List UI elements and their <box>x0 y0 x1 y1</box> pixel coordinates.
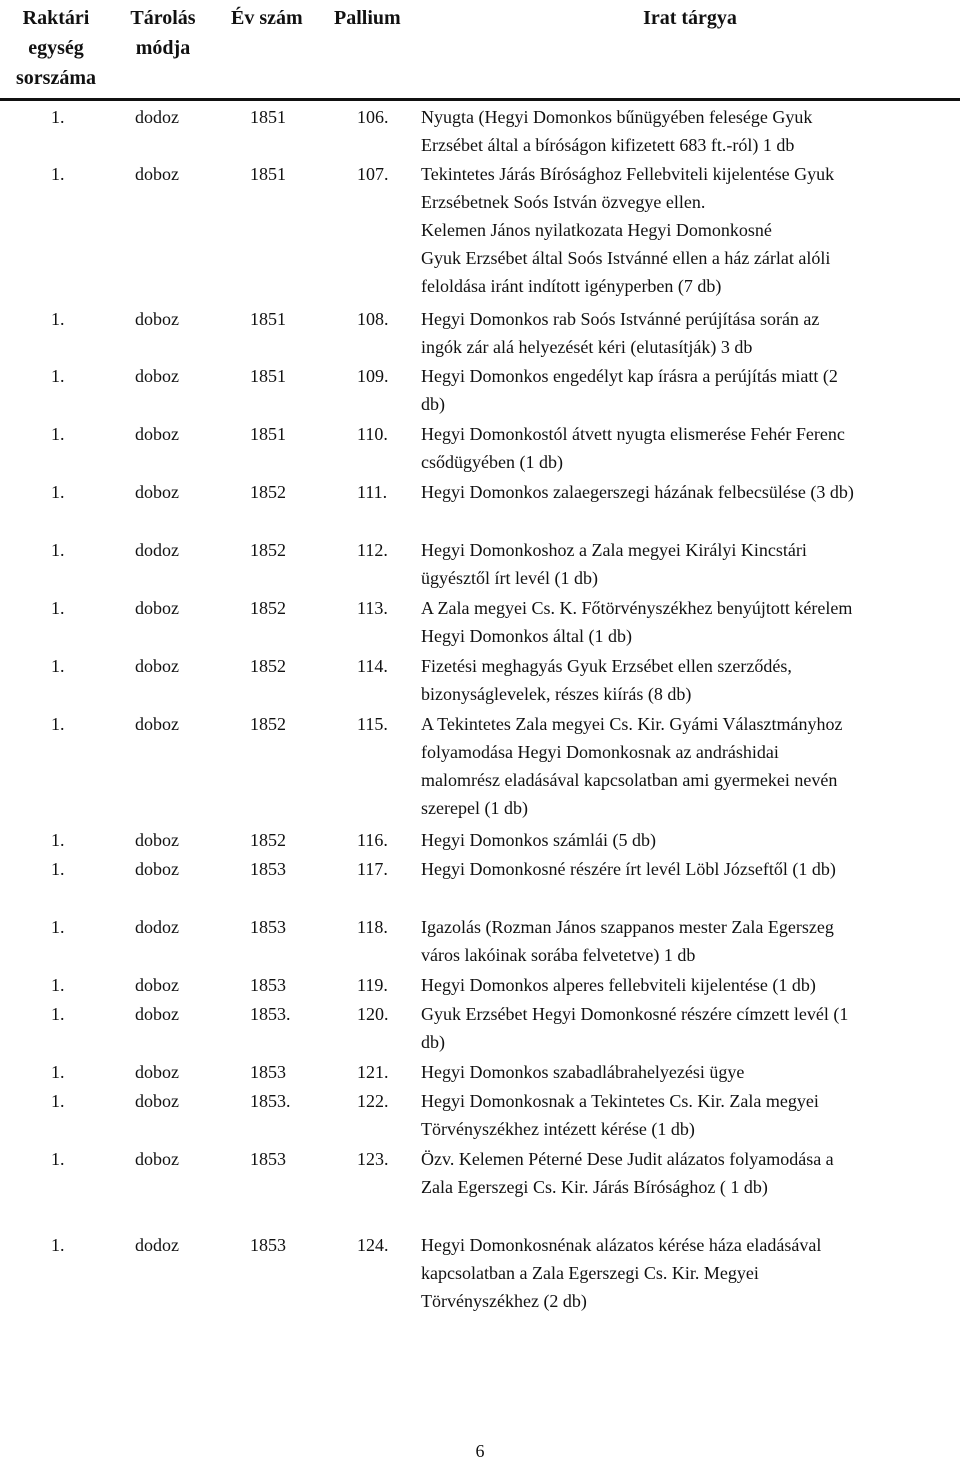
cell-storage: doboz <box>135 164 179 184</box>
cell-unit: 1. <box>51 1004 65 1024</box>
cell-unit: 1. <box>51 1149 65 1169</box>
subject-line: ingók zár alá helyezését kéri (elutasítják) 3 db <box>421 337 753 357</box>
cell-pallium: 108. <box>357 309 389 329</box>
cell-year: 1852 <box>250 598 286 618</box>
cell-unit: 1. <box>51 164 65 184</box>
subject-line: Hegyi Domonkos zalaegerszegi házának felbecsülése (3 db) <box>421 482 854 502</box>
cell-year: 1853 <box>250 1235 286 1255</box>
cell-storage: doboz <box>135 975 179 995</box>
cell-year: 1852 <box>250 714 286 734</box>
subject-line: db) <box>421 1032 445 1052</box>
subject-line: ügyésztől írt levél (1 db) <box>421 568 598 588</box>
cell-unit: 1. <box>51 1235 65 1255</box>
cell-year: 1851 <box>250 424 286 444</box>
subject-line: Hegyi Domonkostól átvett nyugta elismerése Fehér Ferenc <box>421 424 845 444</box>
cell-storage: doboz <box>135 714 179 734</box>
header-unit-line: egység <box>28 37 84 59</box>
cell-storage: doboz <box>135 830 179 850</box>
cell-subject <box>421 160 956 300</box>
subject-line: Törvényszékhez (2 db) <box>421 1291 587 1311</box>
cell-year: 1851 <box>250 309 286 329</box>
cell-pallium: 115. <box>357 714 388 734</box>
cell-unit: 1. <box>51 714 65 734</box>
subject-line: város lakóinak sorába felvetetve) 1 db <box>421 945 696 965</box>
cell-subject <box>421 1231 956 1315</box>
cell-unit: 1. <box>51 656 65 676</box>
cell-storage: dodoz <box>135 917 179 937</box>
cell-subject <box>421 420 956 476</box>
subject-line: Hegyi Domonkos szabadlábrahelyezési ügye <box>421 1062 745 1082</box>
subject-line: Erzsébet által a bíróságon kifizetett 683 ft.-ról) 1 db <box>421 135 795 155</box>
cell-unit: 1. <box>51 859 65 879</box>
subject-line: feloldása iránt indított igényperben (7 db) <box>421 276 722 296</box>
cell-unit: 1. <box>51 107 65 127</box>
cell-storage: doboz <box>135 1091 179 1111</box>
cell-subject <box>421 1058 956 1086</box>
table-header <box>0 3 960 99</box>
cell-subject <box>421 594 956 650</box>
cell-year: 1853 <box>250 1149 286 1169</box>
cell-subject <box>421 1145 956 1201</box>
cell-pallium: 117. <box>357 859 388 879</box>
cell-year: 1852 <box>250 656 286 676</box>
cell-year: 1853 <box>250 917 286 937</box>
cell-year: 1851 <box>250 107 286 127</box>
cell-pallium: 110. <box>357 424 388 444</box>
header-subject: Irat tárgya <box>643 7 737 29</box>
subject-line: Hegyi Domonkos engedélyt kap írásra a perújítás miatt (2 <box>421 366 838 386</box>
cell-pallium: 119. <box>357 975 388 995</box>
header-storage-line: Tárolás <box>130 7 196 29</box>
subject-line: Fizetési meghagyás Gyuk Erzsébet ellen szerződés, <box>421 656 792 676</box>
cell-year: 1851 <box>250 366 286 386</box>
subject-line: Hegyi Domonkos rab Soós Istvánné perújítása során az <box>421 309 820 329</box>
cell-pallium: 112. <box>357 540 388 560</box>
cell-pallium: 121. <box>357 1062 389 1082</box>
cell-storage: doboz <box>135 366 179 386</box>
cell-year: 1852 <box>250 540 286 560</box>
cell-subject <box>421 971 956 999</box>
cell-storage: doboz <box>135 424 179 444</box>
cell-year: 1852 <box>250 830 286 850</box>
cell-unit: 1. <box>51 975 65 995</box>
subject-line: Hegyi Domonkoshoz a Zala megyei Királyi Kincstári <box>421 540 807 560</box>
cell-year: 1853. <box>250 1091 291 1111</box>
subject-line: Kelemen János nyilatkozata Hegyi Domonkosné <box>421 220 772 240</box>
cell-pallium: 107. <box>357 164 389 184</box>
cell-unit: 1. <box>51 366 65 386</box>
cell-storage: doboz <box>135 1149 179 1169</box>
cell-subject <box>421 305 956 361</box>
cell-storage: dodoz <box>135 107 179 127</box>
cell-year: 1853. <box>250 1004 291 1024</box>
subject-line: Erzsébetnek Soós István özvegye ellen. <box>421 192 706 212</box>
cell-pallium: 118. <box>357 917 388 937</box>
cell-storage: doboz <box>135 859 179 879</box>
subject-line: bizonyságlevelek, részes kiírás (8 db) <box>421 684 692 704</box>
cell-subject <box>421 478 956 506</box>
cell-subject <box>421 103 956 159</box>
subject-line: malomrész eladásával kapcsolatban ami gyermekei nevén <box>421 770 838 790</box>
cell-unit: 1. <box>51 830 65 850</box>
cell-pallium: 124. <box>357 1235 389 1255</box>
header-storage <box>118 3 208 63</box>
cell-pallium: 109. <box>357 366 389 386</box>
cell-pallium: 114. <box>357 656 388 676</box>
subject-line: Hegyi Domonkosnak a Tekintetes Cs. Kir. Zala megyei <box>421 1091 819 1111</box>
cell-subject <box>421 913 956 969</box>
cell-year: 1853 <box>250 859 286 879</box>
cell-storage: dodoz <box>135 1235 179 1255</box>
subject-line: folyamodása Hegyi Domonkosnak az andráshidai <box>421 742 779 762</box>
cell-subject <box>421 652 956 708</box>
subject-line: A Zala megyei Cs. K. Főtörvényszékhez benyújtott kérelem <box>421 598 853 618</box>
cell-storage: doboz <box>135 309 179 329</box>
cell-year: 1852 <box>250 482 286 502</box>
cell-subject <box>421 1087 956 1143</box>
cell-unit: 1. <box>51 482 65 502</box>
cell-unit: 1. <box>51 1062 65 1082</box>
header-storage-line: módja <box>135 37 191 59</box>
cell-year: 1853 <box>250 975 286 995</box>
subject-line: Hegyi Domonkosné részére írt levél Löbl Józseftől (1 db) <box>421 859 836 879</box>
subject-line: Tekintetes Járás Bírósághoz Fellebviteli kijelentése Gyuk <box>421 164 835 184</box>
subject-line: Törvényszékhez intézett kérése (1 db) <box>421 1119 695 1139</box>
subject-line: kapcsolatban a Zala Egerszegi Cs. Kir. Megyei <box>421 1263 759 1283</box>
cell-pallium: 116. <box>357 830 388 850</box>
cell-pallium: 113. <box>357 598 388 618</box>
subject-line: Gyuk Erzsébet Hegyi Domonkosné részére címzett levél (1 <box>421 1004 849 1024</box>
subject-line: Nyugta (Hegyi Domonkos bűnügyében felesége Gyuk <box>421 107 813 127</box>
cell-subject <box>421 710 956 822</box>
subject-line: Igazolás (Rozman János szappanos mester Zala Egerszeg <box>421 917 834 937</box>
cell-storage: doboz <box>135 656 179 676</box>
cell-storage: doboz <box>135 1062 179 1082</box>
header-unit <box>5 3 107 93</box>
cell-storage: doboz <box>135 598 179 618</box>
subject-line: csődügyében (1 db) <box>421 452 563 472</box>
subject-line: A Tekintetes Zala megyei Cs. Kir. Gyámi Választmányhoz <box>421 714 843 734</box>
subject-line: Gyuk Erzsébet által Soós Istvánné ellen a ház zárlat alóli <box>421 248 831 268</box>
cell-unit: 1. <box>51 424 65 444</box>
cell-subject <box>421 536 956 592</box>
cell-pallium: 120. <box>357 1004 389 1024</box>
header-year: Év szám <box>231 7 303 29</box>
cell-unit: 1. <box>51 1091 65 1111</box>
cell-subject <box>421 826 956 854</box>
header-unit-line: Raktári <box>22 7 90 29</box>
header-unit-line: sorszáma <box>16 67 96 89</box>
cell-unit: 1. <box>51 598 65 618</box>
cell-storage: doboz <box>135 1004 179 1024</box>
cell-pallium: 122. <box>357 1091 389 1111</box>
subject-line: Hegyi Domonkos számlái (5 db) <box>421 830 656 850</box>
subject-line: Özv. Kelemen Péterné Dese Judit alázatos folyamodása a <box>421 1149 834 1169</box>
cell-unit: 1. <box>51 917 65 937</box>
cell-pallium: 106. <box>357 107 389 127</box>
cell-pallium: 111. <box>357 482 388 502</box>
subject-line: Hegyi Domonkos által (1 db) <box>421 626 632 646</box>
subject-line: Hegyi Domonkosnénak alázatos kérése háza eladásával <box>421 1235 822 1255</box>
header-rule <box>0 98 960 101</box>
subject-line: Hegyi Domonkos alperes fellebviteli kijelentése (1 db) <box>421 975 816 995</box>
cell-unit: 1. <box>51 309 65 329</box>
cell-storage: doboz <box>135 482 179 502</box>
cell-pallium: 123. <box>357 1149 389 1169</box>
cell-storage: dodoz <box>135 540 179 560</box>
page-number: 6 <box>475 1441 485 1461</box>
subject-line: db) <box>421 394 445 414</box>
subject-line: szerepel (1 db) <box>421 798 528 818</box>
cell-unit: 1. <box>51 540 65 560</box>
cell-subject <box>421 362 956 418</box>
cell-subject <box>421 855 956 883</box>
subject-line: Zala Egerszegi Cs. Kir. Járás Bírósághoz ( 1 db) <box>421 1177 768 1197</box>
cell-year: 1853 <box>250 1062 286 1082</box>
cell-subject <box>421 1000 956 1056</box>
header-pallium: Pallium <box>334 7 401 29</box>
cell-year: 1851 <box>250 164 286 184</box>
